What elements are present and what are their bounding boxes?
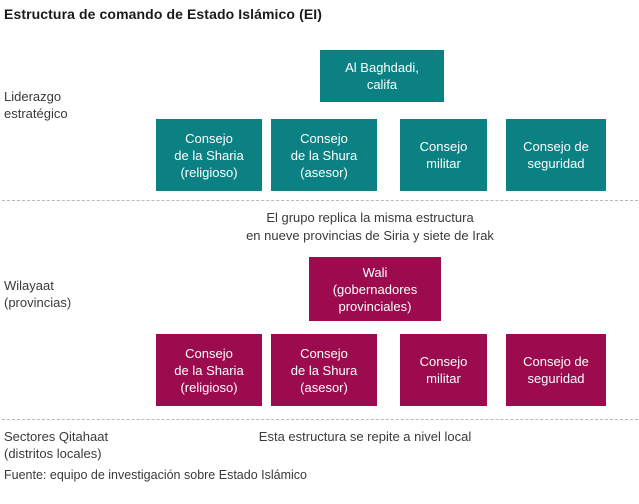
- divider-wilayaat-sectors: [2, 419, 638, 420]
- row-label-wilayaat: Wilayaat (provincias): [4, 278, 72, 310]
- page-title: Estructura de comando de Estado Islámico (EI): [4, 6, 323, 22]
- divider-leadership-wilayaat: [2, 200, 638, 201]
- note-local: Esta estructura se repite a nivel local: [258, 429, 472, 444]
- box-wilayaat-sharia-council: Consejo de la Sharia (religioso): [156, 334, 262, 406]
- row-label-leadership: Liderazgo estratégico: [4, 89, 68, 121]
- note-replica: El grupo replica la misma estructura en nueve provincias de Siria y siete de Irak: [246, 210, 494, 243]
- box-leadership-security-council: Consejo de seguridad: [506, 119, 606, 191]
- row-label-sectors: Sectores Qitahaat (distritos locales): [4, 429, 109, 461]
- box-wilayaat-military-council: Consejo militar: [400, 334, 487, 406]
- box-wilayaat-security-council: Consejo de seguridad: [506, 334, 606, 406]
- box-wilayaat-head: Wali (gobernadores provinciales): [309, 257, 441, 321]
- box-leadership-head: Al Baghdadi, califa: [320, 50, 444, 102]
- box-wilayaat-shura-council: Consejo de la Shura (asesor): [271, 334, 377, 406]
- box-leadership-shura-council: Consejo de la Shura (asesor): [271, 119, 377, 191]
- box-leadership-military-council: Consejo militar: [400, 119, 487, 191]
- source-note: Fuente: equipo de investigación sobre Estado Islámico: [4, 468, 307, 482]
- box-leadership-sharia-council: Consejo de la Sharia (religioso): [156, 119, 262, 191]
